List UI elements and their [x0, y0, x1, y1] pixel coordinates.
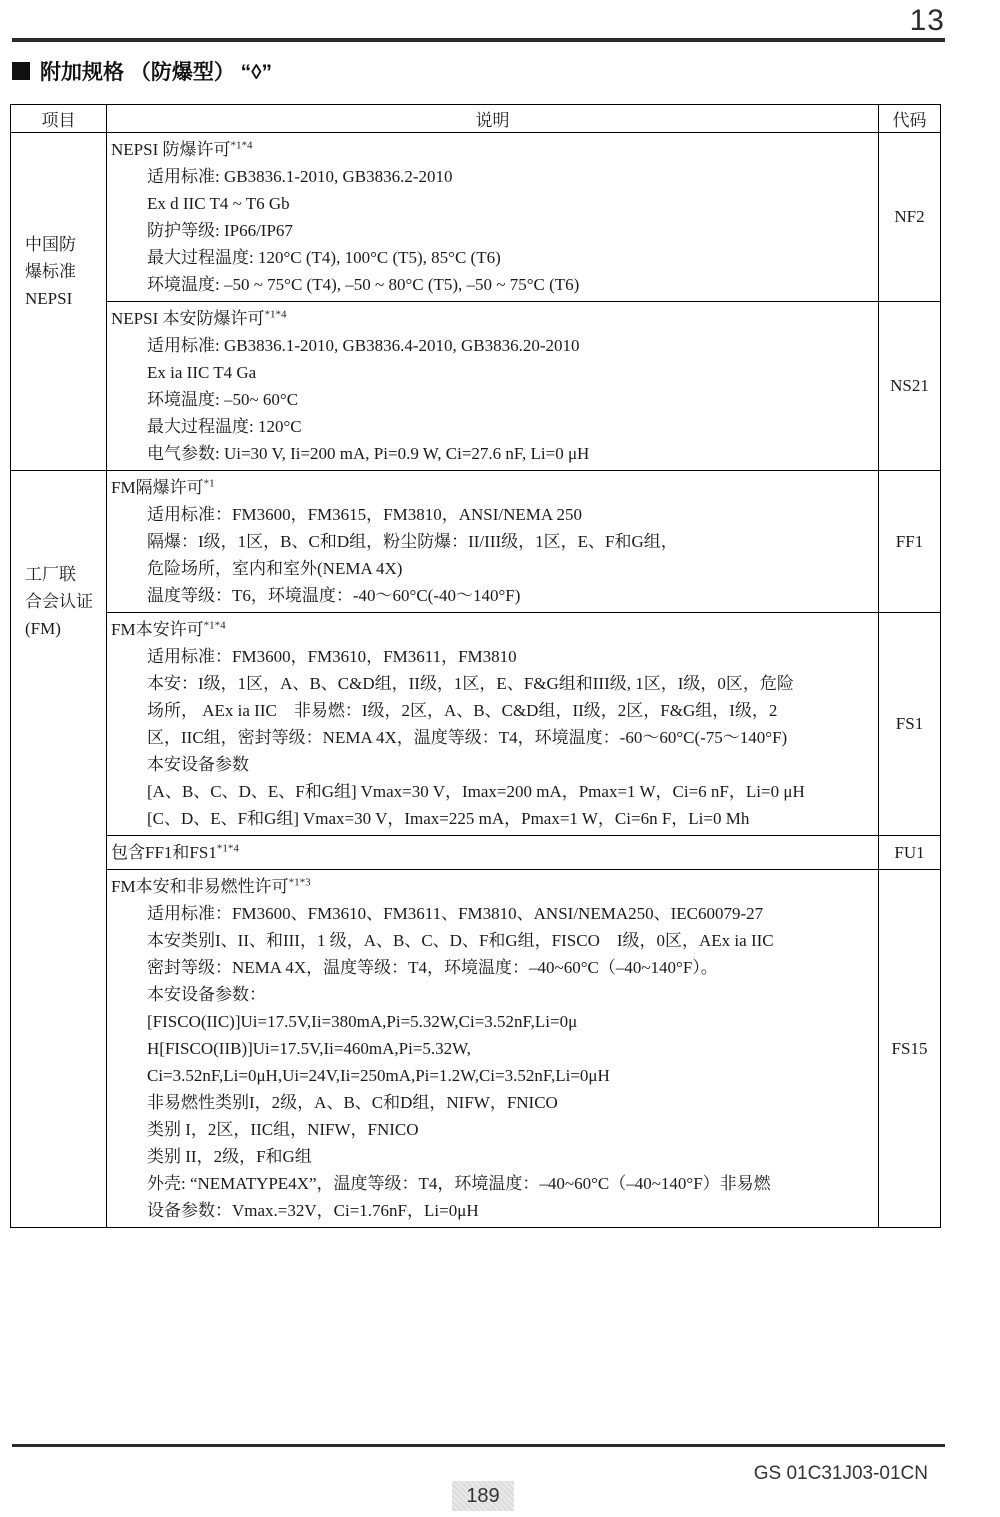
table-header-row [11, 105, 941, 133]
spec-line: 适用标准：FM3600、FM3610、FM3611、FM3810、ANSI/NEMA250、IEC60079-27 [147, 904, 764, 923]
header-rule [12, 38, 945, 42]
table-row [11, 302, 941, 471]
code-cell: FS15 [879, 870, 941, 1228]
spec-line: 本安：I级，1区，A、B、C&D组，II级，1区，E、F&G组和III级, 1区，I级，0区，危险 [147, 674, 794, 693]
spec-line: 非易燃性类别I，2级，A、B、C和D组，NIFW，FNICO [147, 1093, 558, 1112]
spec-line: 适用标准: GB3836.1-2010, GB3836.4-2010, GB3836.20-2010 [147, 336, 580, 355]
footnote-ref: *1*3 [288, 876, 311, 889]
spec-line: Ci=3.52nF,Li=0μH,Ui=24V,Ii=250mA,Pi=1.2W,Ci=3.52nF,Li=0μH [147, 1066, 610, 1085]
spec-line: [C、D、E、F和G组] Vmax=30 V，Imax=225 mA，Pmax=1 W，Ci=6n F，Li=0 Mh [147, 809, 750, 828]
item-label-line: 合会认证 [25, 592, 93, 611]
table-row [11, 836, 941, 870]
footnote-ref: *1*4 [216, 842, 239, 855]
code-cell: FS1 [879, 613, 941, 836]
footnote-ref: *1 [203, 477, 215, 490]
table-row [11, 613, 941, 836]
table-row [11, 133, 941, 302]
spec-line: FM隔爆许可$^{*1}$ [111, 477, 215, 497]
page-header-number: 13 [909, 4, 945, 37]
spec-line: 环境温度: –50 ~ 75°C (T4), –50 ~ 80°C (T5), –50 ~ 75°C (T6) [147, 275, 580, 294]
spec-line: 密封等级：NEMA 4X，温度等级：T4，环境温度：–40~60°C（–40~140°F）。 [147, 958, 718, 977]
section-title-text: 附加规格 （防爆型） “◊” [40, 61, 273, 84]
description-cell [107, 133, 879, 302]
footnote-ref: *1*4 [264, 308, 287, 321]
spec-line: 区，IIC组，密封等级：NEMA 4X，温度等级：T4，环境温度：-60～60°C(-75～140°F) [147, 728, 788, 747]
spec-line: Ex d IIC T4 ~ T6 Gb [147, 194, 290, 213]
page-footer-number: 189 [452, 1481, 514, 1511]
spec-line: 本安类别I、II、和III，1 级，A、B、C、D、F和G组，FISCO I级，0区，AEx ia IIC [147, 931, 774, 950]
spec-line: H[FISCO(IIB)]Ui=17.5V,Ii=460mA,Pi=5.32W, [147, 1039, 471, 1058]
item-label-line: NEPSI [25, 289, 73, 308]
item-cell-nepsi [11, 133, 107, 471]
code-cell: NF2 [879, 133, 941, 302]
spec-line: 设备参数：Vmax.=32V，Ci=1.76nF，Li=0μH [147, 1201, 479, 1220]
spec-line: 适用标准：FM3600，FM3610，FM3611，FM3810 [147, 647, 517, 666]
spec-table [10, 104, 941, 1228]
table-row [11, 471, 941, 613]
spec-line: 本安设备参数： [147, 985, 266, 1004]
spec-line: 类别 I，2区，IIC组，NIFW，FNICO [147, 1120, 419, 1139]
description-cell [107, 836, 879, 870]
spec-line: 温度等级：T6，环境温度：-40～60°C(-40～140°F) [147, 586, 521, 605]
spec-line: Ex ia IIC T4 Ga [147, 363, 257, 382]
spec-line: 适用标准：FM3600，FM3615，FM3810，ANSI/NEMA 250 [147, 505, 582, 524]
spec-line: 场所， AEx ia IIC 非易燃：I级，2区，A、B、C&D组，II级，2区，F&G组，I级，2 [147, 701, 778, 720]
section-title [12, 56, 272, 86]
spec-line: 类别 II，2级，F和G组 [147, 1147, 312, 1166]
spec-line: 隔爆：I级，1区，B、C和D组，粉尘防爆：II/III级，1区，E、F和G组， [147, 532, 678, 551]
description-cell [107, 302, 879, 471]
item-label-line: 爆标准 [25, 262, 76, 281]
item-label-line: (FM) [25, 619, 61, 638]
footnote-ref: *1*4 [230, 139, 253, 152]
spec-line: FM本安许可$^{*1*4}$ [111, 619, 226, 639]
footnote-ref: *1*4 [203, 619, 226, 632]
spec-line: 包含FF1和$FS1^{*1*4}$ [111, 842, 239, 862]
item-cell-fm [11, 471, 107, 1228]
column-header-item: 项目 [11, 105, 107, 133]
spec-line: 适用标准: GB3836.1-2010, GB3836.2-2010 [147, 167, 453, 186]
spec-line: 危险场所，室内和室外(NEMA 4X) [147, 559, 403, 578]
spec-line: 电气参数: Ui=30 V, Ii=200 mA, Pi=0.9 W, Ci=27.6 nF, Li=0 μH [147, 444, 590, 463]
spec-table-body [11, 133, 941, 1228]
spec-line: 环境温度: –50~ 60°C [147, 390, 299, 409]
description-cell [107, 870, 879, 1228]
document-number: GS 01C31J03-01CN [753, 1463, 928, 1484]
spec-line: [A、B、C、D、E、F和G组] Vmax=30 V，Imax=200 mA，Pmax=1 W，Ci=6 nF，Li=0 μH [147, 782, 805, 801]
spec-line: [FISCO(IIC)]Ui=17.5V,Ii=380mA,Pi=5.32W,Ci=3.52nF,Li=0μ [147, 1012, 578, 1031]
footer-rule [12, 1444, 945, 1447]
item-label-line: 中国防 [25, 235, 76, 254]
square-bullet-icon [12, 62, 30, 80]
column-header-description: 说明 [107, 105, 879, 133]
spec-line: 外壳: “NEMATYPE4X”，温度等级：T4，环境温度：–40~60°C（–40~140°F）非易燃 [147, 1174, 771, 1193]
spec-line: 最大过程温度: 120°C (T4), 100°C (T5), 85°C (T6) [147, 248, 501, 267]
description-cell [107, 613, 879, 836]
spec-line: NEPSI 本安防爆许可$^{*1*4}$ [111, 308, 287, 328]
spec-line: FM本安和非易燃性许可$^{*1*3}$ [111, 876, 311, 896]
code-cell: FF1 [879, 471, 941, 613]
spec-line: 防护等级: IP66/IP67 [147, 221, 293, 240]
spec-line: 最大过程温度: 120°C [147, 417, 302, 436]
description-cell [107, 471, 879, 613]
spec-line: 本安设备参数 [147, 755, 249, 774]
table-row [11, 870, 941, 1228]
code-cell: NS21 [879, 302, 941, 471]
item-label-line: 工厂联 [25, 565, 76, 584]
column-header-code: 代码 [879, 105, 941, 133]
spec-line: NEPSI 防爆许可$^{*1*4}$ [111, 139, 253, 159]
code-cell: FU1 [879, 836, 941, 870]
